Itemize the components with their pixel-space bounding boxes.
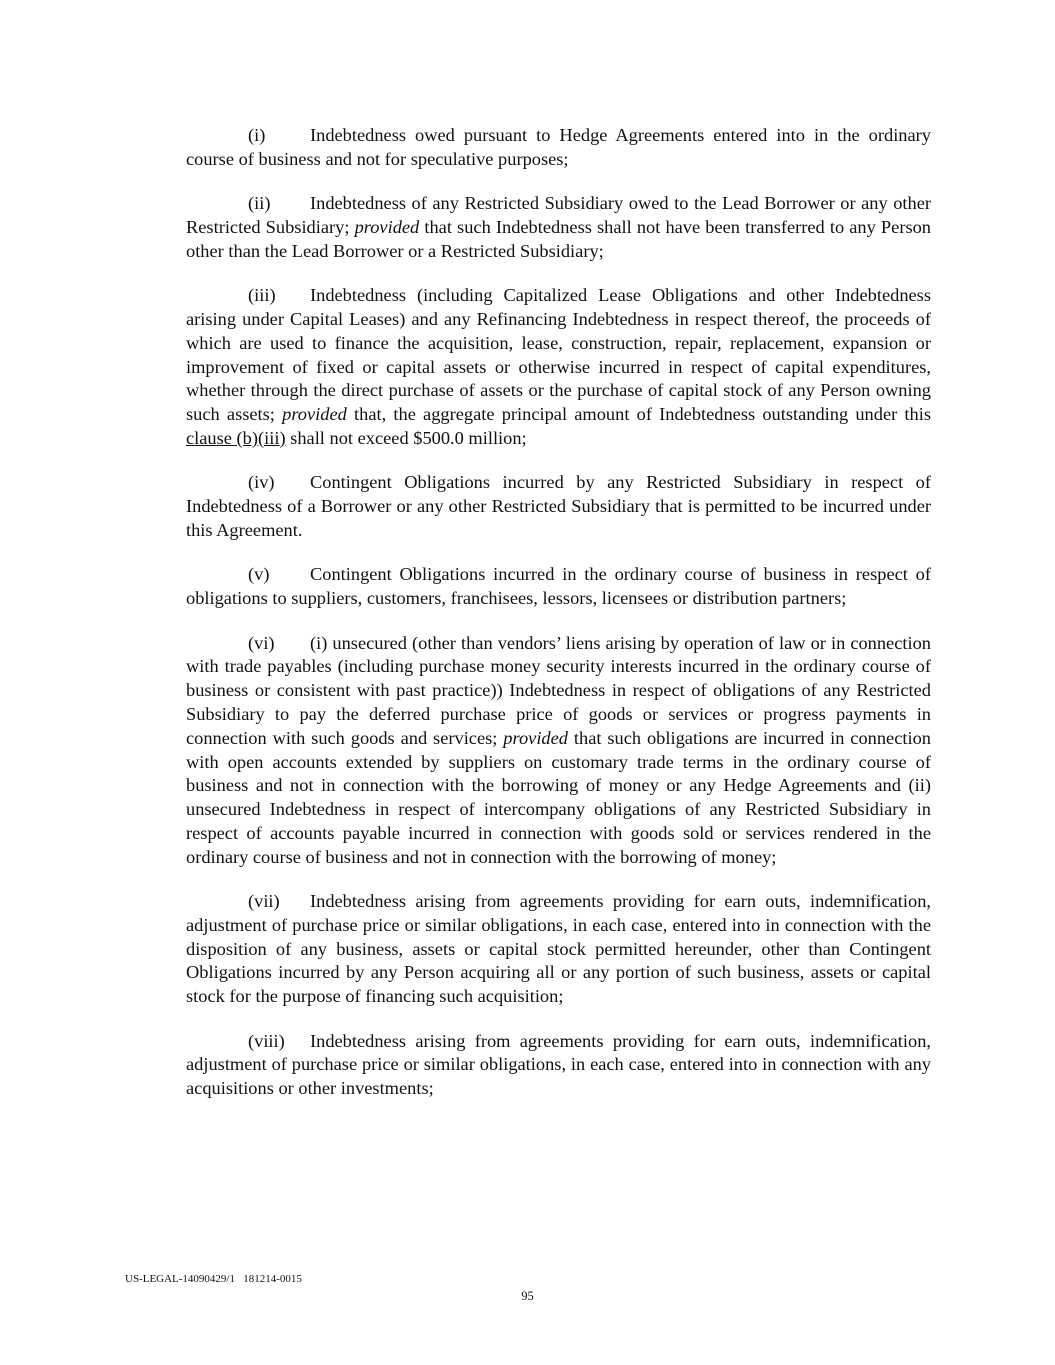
clause-paragraph	[186, 1030, 931, 1101]
page-number: 95	[521, 1289, 534, 1303]
clause-text: Indebtedness (including Capitalized Lease Obligations and other Indebtedness arising under Capital Leases) and any Refinancing Indebtedness in respect thereof, the proceeds of which are used to finance the acquisition, lease, construction, repair, replacement, expansion or improvement of fixed or capital assets or otherwise incurred in respect of capital expenditures, whether through the direct purchase of assets or the purchase of capital stock of any Person owning such assets;	[186, 285, 931, 425]
clause-number: (v)	[248, 564, 270, 585]
clause-number: (vi)	[248, 632, 275, 653]
clause-text: Contingent Obligations incurred by any Restricted Subsidiary in respect of Indebtedness of a Borrower or any other Restricted Subsidiary that is permitted to be incurred under this Agreement.	[186, 472, 931, 540]
clause-paragraph	[186, 890, 931, 1009]
clause-text: Contingent Obligations incurred in the ordinary course of business in respect of obligations to suppliers, customers, franchisees, lessors, licensees or distribution partners;	[186, 564, 931, 609]
clause-text: that, the aggregate principal amount of Indebtedness outstanding under this	[346, 404, 932, 425]
clause-number: (iv)	[248, 472, 275, 493]
clause-text: that such obligations are incurred in connection with open accounts extended by suppliers on customary trade terms in the ordinary course of business and not in connection with the borrowing of money or any Hedge Agreements and (ii) unsecured Indebtedness in respect of intercompany obligations of any Restricted Subsidiary in respect of accounts payable incurred in connection with goods sold or services rendered in the ordinary course of business and not in connection with the borrowing of money;	[186, 727, 931, 867]
clause-text: Indebtedness owed pursuant to Hedge Agreements entered into in the ordinary course of business and not for speculative purposes;	[186, 125, 931, 169]
clause-text: shall not exceed $500.0 million;	[285, 427, 527, 448]
clause-number: (viii)	[248, 1030, 285, 1051]
clause-text: (i) unsecured (other than vendors’ liens arising by operation of law or in connection with trade payables (including purchase money security interests incurred in the ordinary course of business or consistent with past practice)) Indebtedness in respect of obligations of any Restricted Subsidiary to pay the deferred purchase price of goods or services or progress payments in connection with such goods and services;	[186, 632, 931, 748]
clause-paragraph	[186, 124, 931, 172]
clause-number: (iii)	[248, 285, 276, 306]
italic-term: provided	[354, 216, 420, 237]
clause-number: (i)	[248, 125, 266, 145]
clause-paragraph	[186, 563, 931, 611]
document-body	[186, 124, 931, 1122]
clause-paragraph	[186, 471, 931, 542]
clause-text: Indebtedness arising from agreements providing for earn outs, indemnification, adjustment of purchase price or similar obligations, in each case, entered into in connection with any acquisitions or other investments;	[186, 1030, 931, 1099]
footer-document-id: US-LEGAL-14090429/1 181214-0015	[125, 1273, 302, 1285]
clause-number: (vii)	[248, 891, 280, 912]
clause-paragraph	[186, 284, 931, 451]
clause-paragraph	[186, 632, 931, 870]
clause-text: Indebtedness of any Restricted Subsidiary owed to the Lead Borrower or any other Restricted Subsidiary;	[186, 193, 931, 237]
clause-reference: clause (b)(iii)	[186, 427, 286, 448]
italic-term: provided	[282, 404, 347, 425]
clause-text: that such Indebtedness shall not have been transferred to any Person other than the Lead Borrower or a Restricted Subsidiary;	[186, 216, 931, 261]
clause-paragraph	[186, 192, 931, 263]
clause-text: Indebtedness arising from agreements providing for earn outs, indemnification, adjustment of purchase price or similar obligations, in each case, entered into in connection with the disposition of any business, assets or capital stock permitted hereunder, other than Contingent Obligations incurred by any Person acquiring all or any portion of such business, assets or capital stock for the purpose of financing such acquisition;	[186, 891, 931, 1007]
clause-number: (ii)	[248, 193, 271, 214]
italic-term: provided	[503, 727, 568, 748]
